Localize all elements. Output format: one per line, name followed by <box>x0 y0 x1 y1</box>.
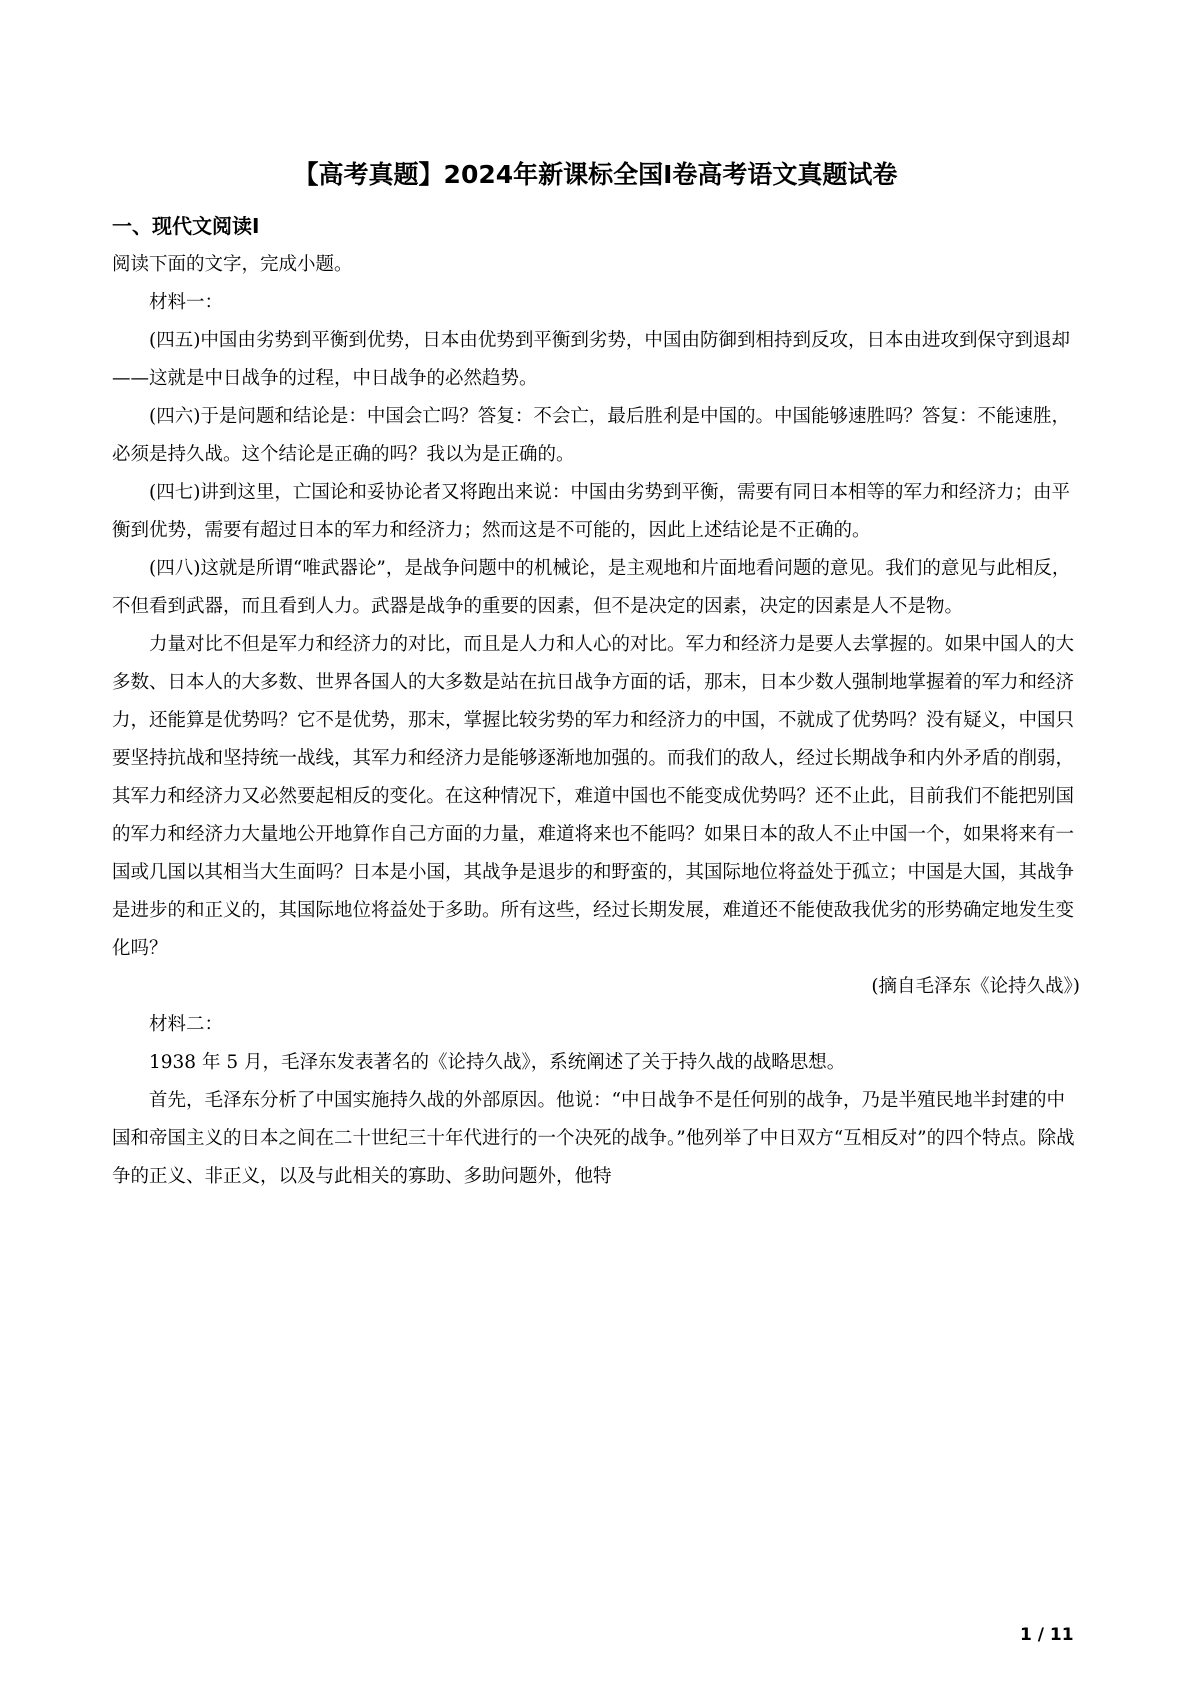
material-1-paragraph-46: (四六)于是问题和结论是：中国会亡吗？答复：不会亡，最后胜利是中国的。中国能够速胜吗？答复：不能速胜，必须是持久战。这个结论是正确的吗？我以为是正确的。 <box>112 406 1070 465</box>
material-1-paragraph-45: (四五)中国由劣势到平衡到优势，日本由优势到平衡到劣势，中国由防御到相持到反攻，日本由进攻到保守到退却——这就是中日战争的过程，中日战争的必然趋势。 <box>112 330 1070 389</box>
page-title: 【高考真题】2024年新课标全国Ⅰ卷高考语文真题试卷 <box>293 160 898 189</box>
material-2-label: 材料二： <box>149 1014 224 1035</box>
material-2-paragraph-2: 首先，毛泽东分析了中国实施持久战的外部原因。他说：“中日战争不是任何别的战争，乃是半殖民地半封建的中国和帝国主义的日本之间在二十世纪三十年代进行的一个决死的战争。”他列举了中日双方“互相反对”的四个特点。除战争的正义、非正义，以及与此相关的寡助、多助问题外，他特 <box>112 1090 1075 1187</box>
material-2-paragraph-1: 1938 年 5 月，毛泽东发表著名的《论持久战》，系统阐述了关于持久战的战略思想。 <box>149 1052 846 1073</box>
material-1-paragraph-47: (四七)讲到这里，亡国论和妥协论者又将跑出来说：中国由劣势到平衡，需要有同日本相等的军力和经济力；由平衡到优势，需要有超过日本的军力和经济力；然而这是不可能的，因此上述结论是不正确的。 <box>112 482 1070 541</box>
material-1-label: 材料一： <box>149 292 224 313</box>
instruction-text: 阅读下面的文字，完成小题。 <box>112 254 353 275</box>
page-number: 1 / 11 <box>1020 1625 1074 1645</box>
material-1-source: (摘自毛泽东《论持久战》) <box>871 976 1080 997</box>
reading-text <box>112 246 1080 1196</box>
material-1-paragraph-force: 力量对比不但是军力和经济力的对比，而且是人力和人心的对比。军力和经济力是要人去掌握的。如果中国人的大多数、日本人的大多数、世界各国人的大多数是站在抗日战争方面的话，那末，日本少数人强制地掌握着的军力和经济力，还能算是优势吗？它不是优势，那末，掌握比较劣势的军力和经济力的中国，不就成了优势吗？没有疑义，中国只要坚持抗战和坚持统一战线，其军力和经济力是能够逐渐地加强的。而我们的敌人，经过长期战争和内外矛盾的削弱，其军力和经济力又必然要起相反的变化。在这种情况下，难道中国也不能变成优势吗？还不止此，目前我们不能把别国的军力和经济力大量地公开地算作自己方面的力量，难道将来也不能吗？如果日本的敌人不止中国一个，如果将来有一国或几国以其相当大生面吗？日本是小国，其战争是退步的和野蛮的，其国际地位将益处于孤立；中国是大国，其战争是进步的和正义的，其国际地位将益处于多助。所有这些，经过长期发展，难道还不能使敌我优劣的形势确定地发生变化吗？ <box>112 634 1075 959</box>
material-1-paragraph-48: (四八)这就是所谓“唯武器论”，是战争问题中的机械论，是主观地和片面地看问题的意见。我们的意见与此相反，不但看到武器，而且看到人力。武器是战争的重要的因素，但不是决定的因素，决定的因素是人不是物。 <box>112 558 1071 617</box>
section-heading: 一、现代文阅读Ⅰ <box>112 214 260 238</box>
